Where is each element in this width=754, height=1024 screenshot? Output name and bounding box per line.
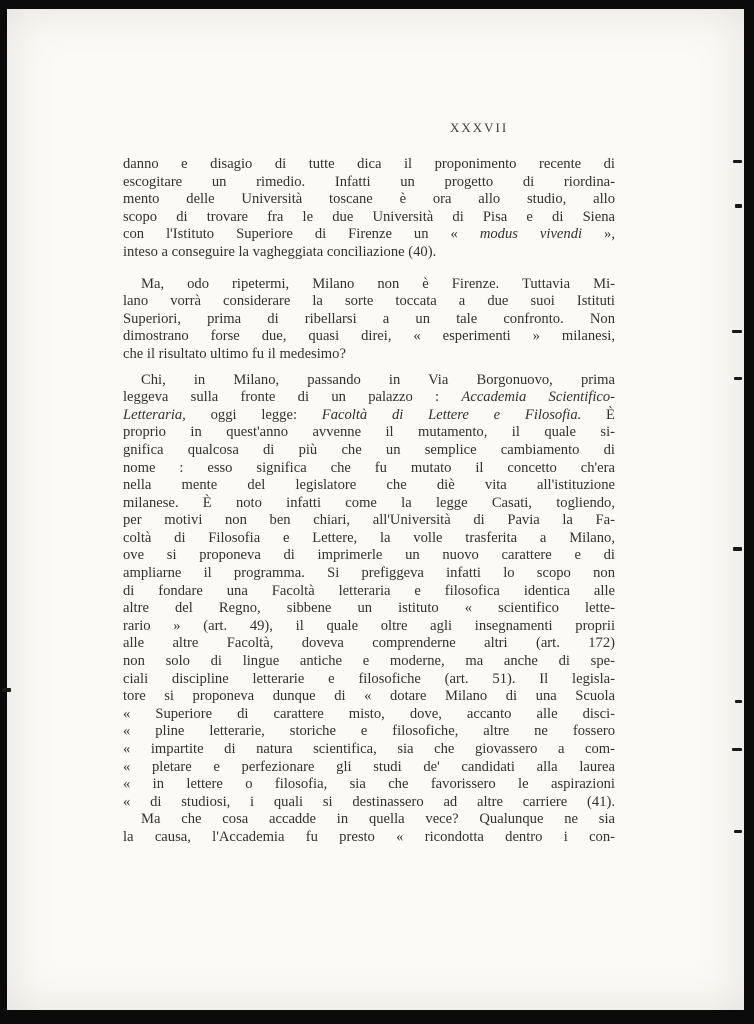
text-segment: »,	[582, 226, 616, 243]
text-segment: non solo di lingue antiche e moderne, ma anche di spe-	[123, 653, 615, 670]
text-segment: di fondare una Facoltà letteraria e filosofica identica alle	[123, 582, 615, 599]
text-segment: Ma che cosa accadde in quella vece? Qualunque ne sia	[141, 811, 615, 828]
text-line	[123, 477, 615, 495]
text-block	[123, 156, 615, 847]
text-line	[123, 244, 615, 262]
text-line	[123, 618, 615, 636]
scan-artifact	[735, 204, 742, 208]
text-segment: ampliarne il programma. Si prefiggeva infatti lo scopo non	[123, 565, 615, 582]
text-line	[123, 635, 615, 653]
text-segment: Superiori, prima di ribellarsi a un tale confronto. Non	[123, 310, 615, 327]
text-line	[123, 706, 615, 724]
text-line	[123, 407, 615, 425]
italic-text-segment: Accademia Scientifico-	[461, 389, 616, 406]
text-segment: escogitare un rimedio. Infatti un progetto di riordina-	[123, 173, 615, 190]
text-segment: leggeva sulla fronte di un palazzo :	[123, 389, 462, 406]
text-segment: « Superiore di carattere misto, dove, accanto alle disci-	[123, 705, 615, 722]
text-segment: « pletare e perfezionare gli studi de' candidati alla laurea	[123, 758, 615, 775]
text-line	[123, 311, 615, 329]
text-line	[123, 495, 615, 513]
text-line	[123, 583, 615, 601]
italic-text-segment: Letteraria,	[123, 406, 186, 423]
text-segment: lano vorrà considerare la sorte toccata a due suoi Istituti	[123, 293, 615, 310]
text-segment: oggi legge:	[185, 406, 322, 423]
scan-artifact	[735, 700, 742, 703]
text-line	[123, 811, 615, 829]
text-segment: « in lettere o filosofia, sia che favorissero le aspirazioni	[123, 776, 615, 793]
text-line	[123, 512, 615, 530]
text-segment: tore si proponeva dunque di « dotare Milano di una Scuola	[123, 688, 615, 705]
text-line	[123, 829, 615, 847]
text-line	[123, 174, 615, 192]
text-segment: nella mente del legislatore che diè vita all'istituzione	[123, 477, 615, 494]
text-line	[123, 671, 615, 689]
text-segment: altre del Regno, sibbene un istituto « scientifico lette-	[123, 600, 615, 617]
text-line	[123, 547, 615, 565]
text-segment: milanese. È noto infatti come la legge Casati, togliendo,	[123, 494, 615, 511]
text-segment: danno e disagio di tutte dica il proponimento recente di	[123, 156, 615, 172]
text-segment: « di studiosi, i quali si destinassero ad altre carriere (41).	[123, 793, 615, 810]
text-segment: con l'Istituto Superiore di Firenze un «	[123, 226, 480, 243]
text-segment: dimostrano forse due, quasi direi, « esperimenti » milanesi,	[123, 328, 615, 345]
text-line	[123, 723, 615, 741]
text-line	[123, 741, 615, 759]
text-segment: per motivi non ben chiari, all'Università di Pavia la Fa-	[123, 512, 615, 529]
text-segment: ove si proponeva di imprimerle un nuovo carattere e di	[123, 547, 615, 564]
scan-artifact	[733, 160, 742, 163]
text-line	[123, 776, 615, 794]
italic-text-segment: modus vivendi	[479, 226, 583, 243]
page-number: XXXVII	[450, 120, 509, 135]
text-line	[123, 276, 615, 294]
text-line	[123, 442, 615, 460]
text-segment: proprio in quest'anno avvenne il mutamento, il quale si-	[123, 424, 615, 441]
text-line	[123, 600, 615, 618]
text-line	[123, 794, 615, 812]
text-segment: « pline letterarie, storiche e filosofiche, altre ne fossero	[123, 723, 615, 740]
text-segment: alle altre Facoltà, doveva comprenderne altri (art. 172)	[123, 635, 615, 652]
text-line	[123, 209, 615, 227]
scan-artifact	[734, 830, 742, 833]
paper-sheet	[7, 9, 744, 1010]
text-segment: inteso a conseguire la vagheggiata conciliazione (40).	[123, 243, 437, 260]
scan-artifact	[732, 748, 742, 751]
text-segment: rario » (art. 49), il quale oltre agli insegnamenti proprii	[123, 617, 615, 634]
text-line	[123, 530, 615, 548]
text-segment: È	[581, 406, 615, 423]
text-segment: gnifica qualcosa di più che un semplice cambiamento di	[123, 441, 615, 458]
italic-text-segment: Facoltà di Lettere e Filosofia.	[321, 406, 582, 423]
text-segment: che il risultato ultimo fu il medesimo?	[123, 345, 346, 362]
text-line	[123, 372, 615, 390]
text-line	[123, 226, 615, 244]
text-line	[123, 328, 615, 346]
text-segment: la causa, l'Accademia fu presto « ricondotta dentro i con-	[123, 828, 615, 845]
text-line	[123, 293, 615, 311]
scan-artifact	[2, 688, 11, 692]
text-segment: mento delle Università toscane è ora allo studio, allo	[123, 191, 615, 208]
text-segment: coltà di Filosofia e Lettere, la volle trasferita a Milano,	[123, 529, 615, 546]
text-segment: Chi, in Milano, passando in Via Borgonuovo, prima	[141, 371, 615, 388]
scan-artifact	[732, 330, 742, 333]
text-line	[123, 424, 615, 442]
text-line	[123, 346, 615, 364]
text-segment: Ma, odo ripetermi, Milano non è Firenze. Tuttavia Mi-	[141, 275, 615, 292]
text-line	[123, 688, 615, 706]
text-segment: « impartite di natura scientifica, sia che giovassero a com-	[123, 741, 615, 757]
scan-artifact	[733, 547, 742, 551]
text-segment: ciali discipline letterarie e filosofiche (art. 51). Il legisla-	[123, 670, 615, 687]
text-line	[123, 156, 615, 174]
text-line	[123, 653, 615, 671]
text-line	[123, 191, 615, 209]
text-line	[123, 565, 615, 583]
text-segment: nome : esso significa che fu mutato il concetto ch'era	[123, 459, 615, 476]
text-line	[123, 759, 615, 777]
text-segment: scopo di trovare fra le due Università di Pisa e di Siena	[123, 208, 615, 225]
text-line	[123, 389, 615, 407]
text-line	[123, 460, 615, 478]
scan-artifact	[734, 377, 742, 380]
